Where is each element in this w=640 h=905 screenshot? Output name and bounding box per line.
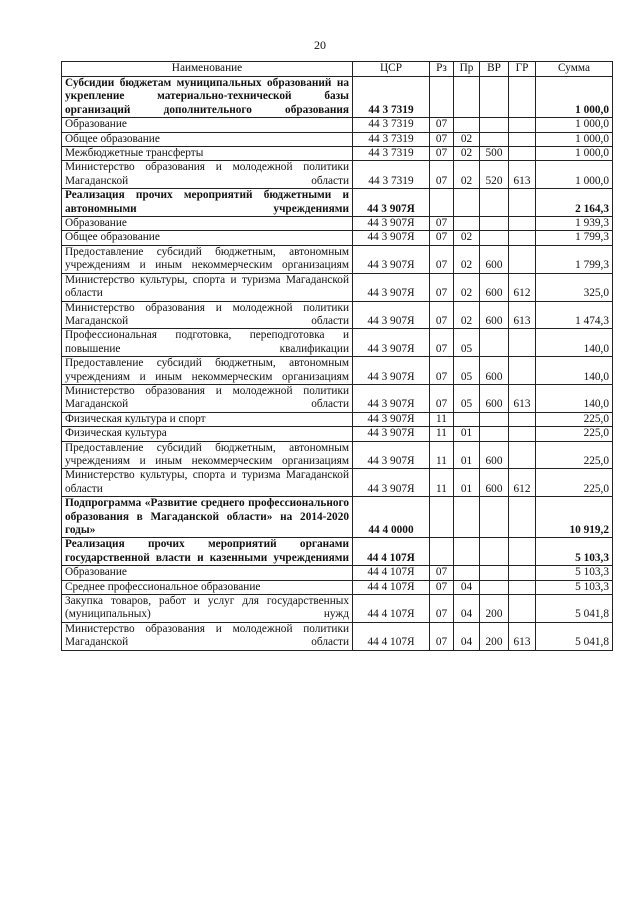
cell-rz: 07 [430,118,454,132]
cell-rz: 07 [430,217,454,231]
cell-name: Общее образование [62,132,353,146]
cell-gr [509,441,536,469]
table-row [62,538,613,566]
cell-rz: 11 [430,427,454,441]
cell-rz: 11 [430,441,454,469]
cell-pr: 05 [454,357,480,385]
cell-sum: 5 041,8 [536,595,613,623]
cell-name: Министерство культуры, спорта и туризма Магаданской области [62,273,353,301]
table-row [62,189,613,217]
cell-rz [430,77,454,118]
cell-gr [509,118,536,132]
cell-name: Реализация прочих мероприятий органами государственной власти и казенными учреждениями [62,538,353,566]
table-row [62,357,613,385]
cell-vr [480,132,509,146]
cell-rz: 07 [430,566,454,580]
cell-vr [480,329,509,357]
header-pr: Пр [454,62,480,77]
cell-vr [480,566,509,580]
cell-vr: 600 [480,384,509,412]
table-row [62,622,613,650]
cell-sum: 225,0 [536,427,613,441]
header-gr: ГР [509,62,536,77]
cell-vr: 600 [480,245,509,273]
cell-sum: 325,0 [536,273,613,301]
page-number: 20 [314,38,326,52]
header-name: Наименование [62,62,353,77]
cell-gr [509,566,536,580]
cell-pr [454,566,480,580]
cell-sum: 5 103,3 [536,538,613,566]
cell-pr: 02 [454,301,480,329]
table-row [62,245,613,273]
cell-gr: 613 [509,161,536,189]
cell-name: Межбюджетные трансферты [62,147,353,161]
cell-csr: 44 3 907Я [353,412,430,426]
table-row [62,301,613,329]
cell-pr: 02 [454,147,480,161]
cell-csr: 44 4 107Я [353,580,430,594]
header-rz: Рз [430,62,454,77]
cell-name: Министерство образования и молодежной политики Магаданской области [62,161,353,189]
cell-pr [454,217,480,231]
table-row [62,384,613,412]
cell-pr: 02 [454,161,480,189]
cell-rz: 11 [430,469,454,497]
cell-vr: 600 [480,301,509,329]
cell-name: Образование [62,566,353,580]
budget-table [61,61,613,651]
cell-name: Физическая культура [62,427,353,441]
cell-rz [430,497,454,538]
cell-vr [480,427,509,441]
cell-pr: 02 [454,245,480,273]
cell-name: Образование [62,118,353,132]
cell-sum: 1 799,3 [536,231,613,245]
cell-name: Министерство образования и молодежной политики Магаданской области [62,384,353,412]
cell-gr: 613 [509,301,536,329]
cell-vr: 600 [480,441,509,469]
cell-csr: 44 3 907Я [353,273,430,301]
cell-csr: 44 4 107Я [353,622,430,650]
cell-name: Физическая культура и спорт [62,412,353,426]
cell-pr: 05 [454,329,480,357]
table-row [62,412,613,426]
cell-csr: 44 3 907Я [353,384,430,412]
cell-pr [454,538,480,566]
cell-vr: 200 [480,622,509,650]
header-csr: ЦСР [353,62,430,77]
header-vr: ВР [480,62,509,77]
table-row [62,231,613,245]
table-row [62,427,613,441]
cell-sum: 225,0 [536,469,613,497]
cell-csr: 44 3 907Я [353,427,430,441]
cell-csr: 44 3 907Я [353,357,430,385]
cell-rz: 07 [430,132,454,146]
cell-vr [480,217,509,231]
cell-pr: 04 [454,580,480,594]
cell-gr [509,132,536,146]
cell-csr: 44 3 7319 [353,77,430,118]
cell-csr: 44 3 7319 [353,147,430,161]
cell-csr: 44 3 907Я [353,189,430,217]
cell-pr: 05 [454,384,480,412]
cell-sum: 140,0 [536,384,613,412]
cell-gr [509,217,536,231]
cell-csr: 44 4 0000 [353,497,430,538]
cell-vr [480,412,509,426]
cell-rz: 07 [430,245,454,273]
cell-vr [480,497,509,538]
cell-csr: 44 4 107Я [353,566,430,580]
cell-gr [509,538,536,566]
cell-name: Профессиональная подготовка, переподготовка и повышение квалификации [62,329,353,357]
cell-gr [509,329,536,357]
cell-gr [509,357,536,385]
cell-rz: 11 [430,412,454,426]
cell-name: Министерство образования и молодежной политики Магаданской области [62,622,353,650]
cell-pr: 04 [454,622,480,650]
table-row [62,77,613,118]
cell-gr [509,77,536,118]
cell-csr: 44 4 107Я [353,538,430,566]
table-row [62,273,613,301]
cell-vr [480,118,509,132]
cell-rz: 07 [430,384,454,412]
cell-name: Образование [62,217,353,231]
cell-gr [509,189,536,217]
cell-sum: 5 103,3 [536,566,613,580]
cell-rz: 07 [430,273,454,301]
table-row [62,580,613,594]
cell-gr [509,580,536,594]
cell-name: Предоставление субсидий бюджетным, автономным учреждениям и иным некоммерческим организациям [62,245,353,273]
cell-name: Министерство образования и молодежной политики Магаданской области [62,301,353,329]
cell-gr [509,595,536,623]
cell-pr: 02 [454,273,480,301]
cell-pr: 02 [454,132,480,146]
cell-rz: 07 [430,580,454,594]
cell-rz: 07 [430,231,454,245]
cell-gr: 612 [509,273,536,301]
cell-csr: 44 3 7319 [353,161,430,189]
cell-name: Предоставление субсидий бюджетным, автономным учреждениям и иным некоммерческим организациям [62,357,353,385]
cell-pr [454,118,480,132]
table-row [62,469,613,497]
cell-vr [480,189,509,217]
cell-csr: 44 3 907Я [353,217,430,231]
cell-name: Реализация прочих мероприятий бюджетными и автономными учреждениями [62,189,353,217]
cell-sum: 2 164,3 [536,189,613,217]
cell-sum: 5 103,3 [536,580,613,594]
table-row [62,566,613,580]
table-row [62,441,613,469]
cell-csr: 44 3 907Я [353,245,430,273]
cell-sum: 225,0 [536,412,613,426]
cell-csr: 44 3 7319 [353,132,430,146]
cell-vr [480,77,509,118]
cell-gr [509,427,536,441]
table-row [62,595,613,623]
cell-pr: 01 [454,427,480,441]
cell-vr [480,538,509,566]
cell-name: Субсидии бюджетам муниципальных образований на укрепление материально-технической базы организаций дополнительного образования [62,77,353,118]
header-sum: Сумма [536,62,613,77]
cell-vr: 520 [480,161,509,189]
cell-name: Подпрограмма «Развитие среднего профессионального образования в Магаданской области» на 2014-2020 годы» [62,497,353,538]
cell-rz: 07 [430,329,454,357]
cell-csr: 44 4 107Я [353,595,430,623]
cell-gr: 613 [509,384,536,412]
cell-pr: 04 [454,595,480,623]
table-body [62,77,613,651]
cell-sum: 10 919,2 [536,497,613,538]
cell-gr [509,245,536,273]
cell-gr [509,147,536,161]
cell-gr: 612 [509,469,536,497]
table-row [62,217,613,231]
cell-sum: 140,0 [536,357,613,385]
cell-csr: 44 3 907Я [353,231,430,245]
cell-csr: 44 3 907Я [353,441,430,469]
table-row [62,497,613,538]
cell-pr [454,77,480,118]
cell-pr [454,497,480,538]
cell-sum: 1 000,0 [536,147,613,161]
cell-rz: 07 [430,622,454,650]
cell-sum: 1 000,0 [536,118,613,132]
cell-rz: 07 [430,301,454,329]
cell-sum: 1 000,0 [536,132,613,146]
cell-gr [509,497,536,538]
cell-pr [454,189,480,217]
cell-vr: 600 [480,273,509,301]
cell-csr: 44 3 907Я [353,469,430,497]
cell-gr: 613 [509,622,536,650]
cell-name: Предоставление субсидий бюджетным, автономным учреждениям и иным некоммерческим организациям [62,441,353,469]
cell-sum: 140,0 [536,329,613,357]
cell-csr: 44 3 907Я [353,329,430,357]
table-row [62,147,613,161]
cell-name: Общее образование [62,231,353,245]
cell-name: Закупка товаров, работ и услуг для государственных (муниципальных) нужд [62,595,353,623]
cell-rz [430,538,454,566]
cell-vr: 500 [480,147,509,161]
cell-rz [430,189,454,217]
cell-csr: 44 3 7319 [353,118,430,132]
cell-pr: 01 [454,469,480,497]
table-row [62,161,613,189]
table-row [62,132,613,146]
cell-sum: 1 474,3 [536,301,613,329]
cell-rz: 07 [430,161,454,189]
cell-sum: 1 000,0 [536,161,613,189]
cell-rz: 07 [430,595,454,623]
cell-gr [509,231,536,245]
cell-vr [480,580,509,594]
cell-sum: 5 041,8 [536,622,613,650]
table-row [62,118,613,132]
cell-vr: 600 [480,357,509,385]
table-row [62,329,613,357]
cell-vr: 200 [480,595,509,623]
cell-gr [509,412,536,426]
cell-vr [480,231,509,245]
cell-pr: 02 [454,231,480,245]
cell-sum: 1 799,3 [536,245,613,273]
cell-pr [454,412,480,426]
cell-name: Среднее профессиональное образование [62,580,353,594]
cell-csr: 44 3 907Я [353,301,430,329]
cell-rz: 07 [430,147,454,161]
cell-name: Министерство культуры, спорта и туризма Магаданской области [62,469,353,497]
cell-pr: 01 [454,441,480,469]
cell-sum: 225,0 [536,441,613,469]
cell-vr: 600 [480,469,509,497]
cell-sum: 1 000,0 [536,77,613,118]
table-header-row [62,62,613,77]
cell-sum: 1 939,3 [536,217,613,231]
cell-rz: 07 [430,357,454,385]
